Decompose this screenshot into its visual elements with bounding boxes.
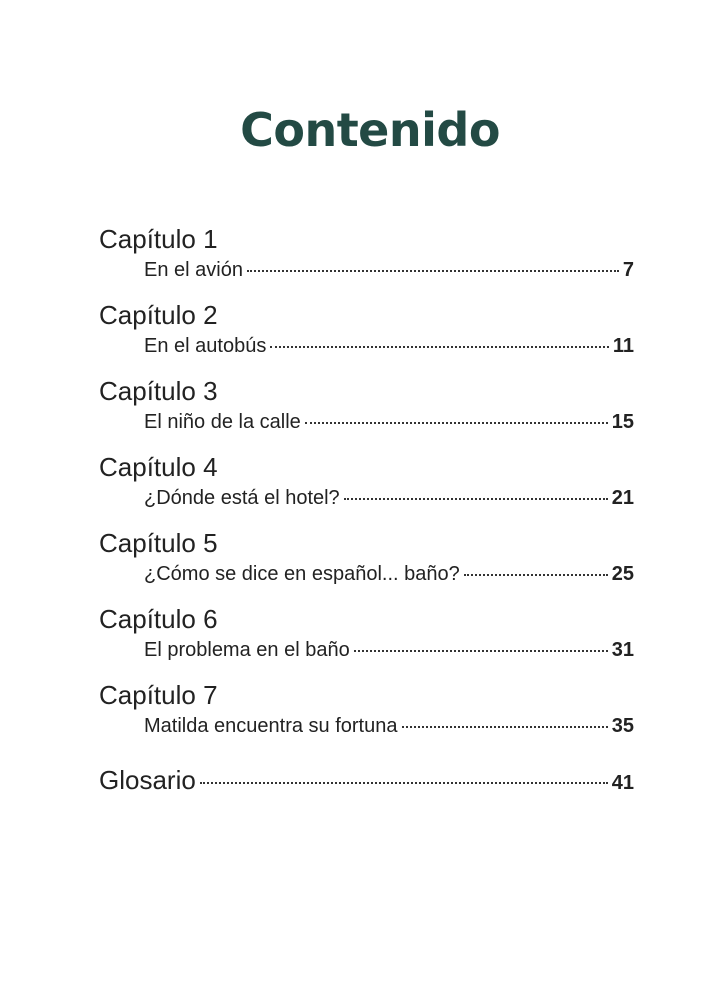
chapter-heading: Capítulo 1 [99, 224, 218, 254]
entry-title: ¿Dónde está el hotel? [144, 487, 340, 509]
toc-chapter-1 [99, 222, 634, 284]
toc-glossary[interactable] [99, 762, 634, 798]
toc-chapter-6 [99, 602, 634, 664]
dot-leader [344, 498, 608, 500]
entry-title: En el avión [144, 259, 243, 281]
chapter-heading: Capítulo 2 [99, 300, 218, 330]
entry-title: ¿Cómo se dice en español... baño? [144, 563, 460, 585]
dot-leader [247, 270, 619, 272]
toc-entry[interactable] [144, 712, 634, 740]
page-number: 15 [611, 411, 634, 433]
toc-chapter-5 [99, 526, 634, 588]
toc-chapter-3 [99, 374, 634, 436]
page-number: 21 [611, 487, 634, 509]
entry-title: Matilda encuentra su fortuna [144, 715, 398, 737]
chapter-heading: Capítulo 4 [99, 452, 218, 482]
chapter-heading: Capítulo 7 [99, 680, 218, 710]
entry-title: El problema en el baño [144, 639, 350, 661]
table-of-contents [99, 222, 634, 798]
dot-leader [402, 726, 608, 728]
chapter-heading: Capítulo 6 [99, 604, 218, 634]
entry-title: En el autobús [144, 335, 267, 357]
toc-entry[interactable] [144, 408, 634, 436]
toc-chapter-4 [99, 450, 634, 512]
toc-entry[interactable] [144, 484, 634, 512]
page-number: 31 [611, 639, 634, 661]
dot-leader [270, 346, 609, 348]
page-number: 35 [611, 715, 634, 737]
toc-chapter-7 [99, 678, 634, 740]
entry-title: El niño de la calle [144, 411, 301, 433]
dot-leader [464, 574, 608, 576]
glossary-title: Glosario [99, 765, 196, 795]
dot-leader [200, 782, 608, 784]
toc-chapter-2 [99, 298, 634, 360]
page-number: 25 [611, 563, 634, 585]
chapter-heading: Capítulo 3 [99, 376, 218, 406]
page-number: 7 [622, 259, 634, 281]
chapter-heading: Capítulo 5 [99, 528, 218, 558]
toc-entry[interactable] [144, 636, 634, 664]
toc-entry[interactable] [144, 560, 634, 588]
page-number: 11 [612, 335, 634, 357]
toc-entry[interactable] [144, 256, 634, 284]
page-title: Contenido [240, 103, 500, 157]
toc-entry[interactable] [144, 332, 634, 360]
page-number: 41 [611, 772, 634, 794]
dot-leader [354, 650, 608, 652]
dot-leader [305, 422, 608, 424]
